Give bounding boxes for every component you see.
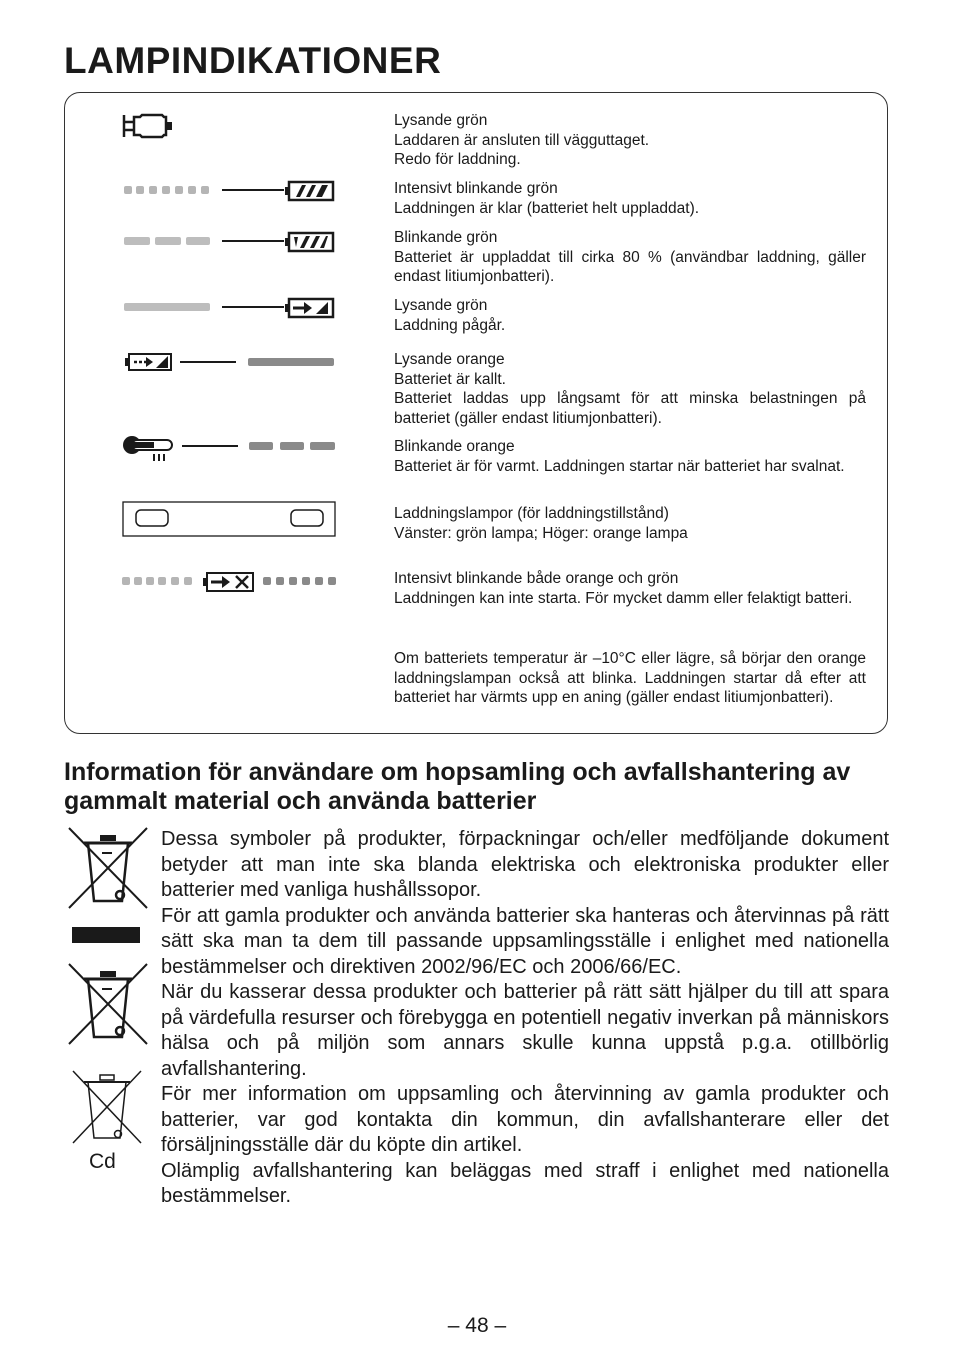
battery-cold-icon <box>124 352 174 372</box>
paragraph: När du kasserar dessa produkter och batterier på rätt sätt hjälper du till att spara på värdefulla resurser och förebygga en potentiell negativ inverkan på människors hälsa och på miljön som annars skulle kunna uppstå p.g.a. otillbörlig avfallshantering. <box>161 981 889 1080</box>
section-heading: Information för användare om hopsamling och avfallshantering av gammalt material och använda batterier <box>64 758 851 815</box>
connector-line <box>222 189 284 191</box>
crossed-bin-icon <box>66 825 150 911</box>
battery-error-icon <box>202 571 256 593</box>
row-text-1: Lysande grön Laddaren är ansluten till vägguttaget. Redo för laddning. <box>394 112 650 168</box>
temperature-note: Om batteriets temperatur är –10°C eller lägre, så börjar den orange laddningslampan också att blinka. Laddningen startar då efter att batteriet har värmts upp en aning (gäller endast litiumjonbatteri). <box>394 650 866 706</box>
paragraph: Olämplig avfallshantering kan beläggas med straff i enlighet med nationella bestämmelser. <box>161 1159 889 1207</box>
crossed-bin-icon <box>70 1068 144 1146</box>
page-number: – 48 – <box>447 1314 507 1337</box>
row-text-7: Laddningslampor (för laddningstillstånd) Vänster: grön lampa; Höger: orange lampa <box>394 505 688 542</box>
plug-icon <box>122 112 174 140</box>
solid-orange-indicator <box>248 358 334 366</box>
paragraph: För att gamla produkter och använda batterier ska hanteras och återvinnas på rätt sätt ska man ta dem till passande uppsamlingsställe i enlighet med nationella bestämmelser och direktiven 2002/96/EC och 2006/66/EC. <box>161 904 889 978</box>
thermometer-icon <box>122 434 178 462</box>
row-text-6: Blinkande orange Batteriet är för varmt. Laddningen startar när batteriet har svalnat. <box>394 438 845 475</box>
disposal-text <box>161 827 889 1210</box>
connector-line <box>222 240 284 242</box>
paragraph: För mer information om uppsamling och återvinning av gamla produkter och batterier, var god kontakta din kommun, din avfallshanterare eller det försäljningsställe där du köpte din artikel. <box>161 1083 889 1156</box>
cd-label: Cd <box>89 1150 116 1173</box>
connector-line <box>222 306 284 308</box>
row-text-8: Intensivt blinkande både orange och grön Laddningen kan inte starta. För mycket damm eller felaktigt batteri. <box>394 570 853 607</box>
paragraph: Dessa symboler på produkter, förpackningar och/eller medföljande dokument betyder att man inte ska blanda elektriska och elektroniska produkter eller batterier med vanliga hushållssopor. <box>161 828 889 901</box>
battery-charging-icon <box>284 297 336 319</box>
black-bar <box>72 927 140 943</box>
battery-full-icon <box>284 180 336 202</box>
row-text-5: Lysande orange Batteriet är kallt. Batteriet laddas upp långsamt för att minska belastningen på batteriet (gäller endast litiumjonbatteri). <box>394 351 866 427</box>
row-text-4: Lysande grön Laddning pågår. <box>394 297 506 334</box>
row-text-2: Intensivt blinkande grön Laddningen är klar (batteriet helt uppladdat). <box>394 180 700 217</box>
charge-lamps-panel <box>122 501 336 537</box>
connector-line <box>180 361 236 363</box>
page-title: LAMPINDIKATIONER <box>64 40 442 81</box>
solid-indicator <box>124 303 210 311</box>
row-text-3: Blinkande grön Batteriet är uppladdat till cirka 80 % (användbar laddning, gäller endast litiumjonbatteri). <box>394 229 866 285</box>
battery-charging-icon <box>284 231 336 253</box>
connector-line <box>182 445 238 447</box>
crossed-bin-icon <box>66 961 150 1047</box>
